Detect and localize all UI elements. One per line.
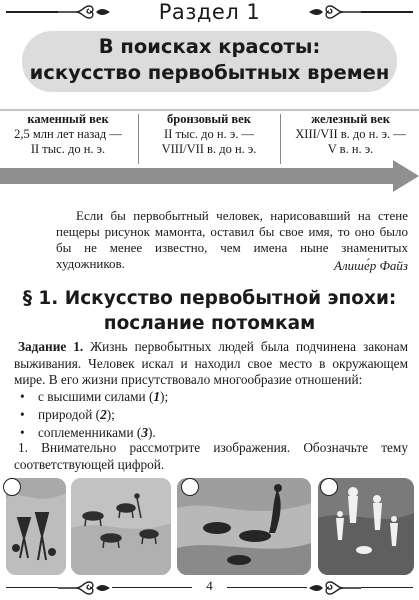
period-dates: 2,5 млн лет назад — [14,127,122,141]
timeline-divider [280,114,281,164]
header-rule-right [361,11,413,13]
epigraph-author: Алише́р Файз [334,258,408,273]
timeline-divider [138,114,139,164]
period-dates: VIII/VII в. до н. э. [161,142,257,156]
section-title: Раздел 1 [158,0,261,24]
period-dates: XIII/VII в. до н. э. — [295,127,406,141]
timeline-period-bronze [140,112,278,157]
chapter-title-line2: искусство первобытных времен [29,61,390,84]
list-item: • с высшими силами (1); [18,388,168,406]
relations-list [18,388,168,442]
period-dates: II тыс. до н. э. [30,142,106,156]
answer-circle[interactable] [320,478,338,496]
paragraph-title [0,286,419,336]
footer-rule-right [361,587,413,588]
rock-art-image-2 [71,478,171,575]
question-text: 1. Внимательно рассмотрите изображения. Обозначьте тему соответствующей цифрой. [14,440,408,472]
timeline-period-iron [282,112,419,157]
bullet-number: 3 [141,425,148,440]
footer-rule-center-right [227,587,307,588]
period-dates: V в. н. э. [327,142,374,156]
task-label: Задание 1. [18,339,84,354]
period-dates: II тыс. до н. э. — [164,127,254,141]
list-item: • природой (2); [18,406,168,424]
rock-art-image-3 [177,478,311,575]
answer-circle[interactable] [181,478,199,496]
chapter-title [22,34,397,86]
chapter-title-line1: В поисках красоты: [98,35,321,58]
bullet-number: 2 [100,407,107,422]
flourish-ornament-right-icon [307,3,363,21]
period-name: железный век [311,112,390,126]
timeline [0,106,419,198]
task-text [14,339,408,389]
paragraph-title-line2: послание потомкам [103,313,316,334]
bullet-number: 1 [153,389,161,404]
answer-circle[interactable] [3,478,21,496]
epigraph-text: Если бы первобытный человек, нарисовавший на стене пещеры рисунок мамонта, оставил бы свое имя, то оно было бы не менее известно, чем имена ныне знаменитых художников. [56,208,408,271]
list-item: • соплеменниками (3). [18,424,168,442]
period-name: каменный век [27,112,109,126]
period-name: бронзовый век [167,112,251,126]
paragraph-title-line1: § 1. Искусство первобытной эпохи: [22,288,397,309]
timeline-period-stone [0,112,136,157]
flourish-ornament-right-icon [307,579,363,597]
task-body: Жизнь первобытных людей была подчинена законам выживания. Человек искал и находил свое место в окружающем мире. В его жизни присутствовало многообразие отношений: [14,339,408,387]
page-number: 4 [206,578,213,593]
